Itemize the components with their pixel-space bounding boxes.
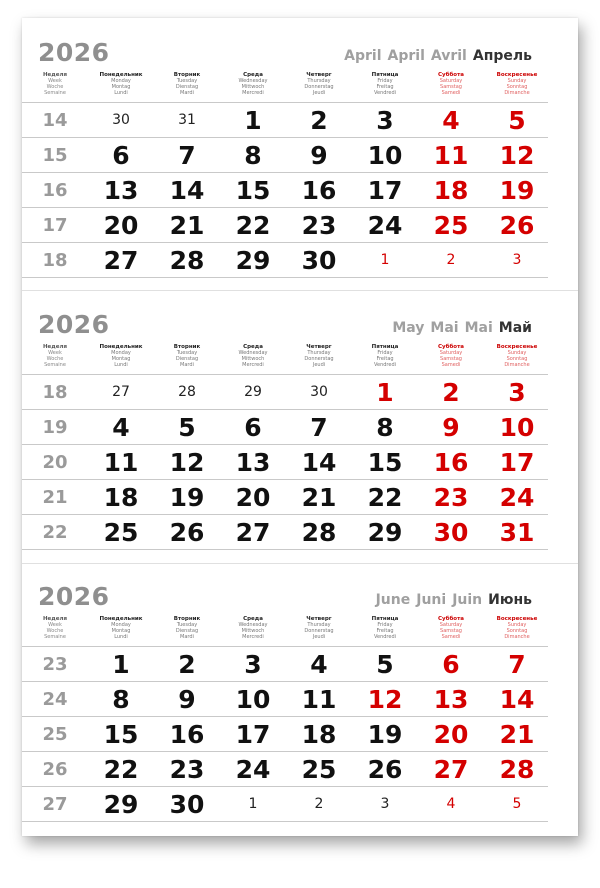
- week-number: 16: [42, 180, 68, 201]
- weekday-header-cell: [286, 344, 352, 368]
- weekday-label: Вторник: [173, 72, 201, 78]
- day-cell: 8: [376, 413, 394, 442]
- day-cell: 30: [433, 518, 469, 547]
- row-divider: [22, 821, 548, 822]
- weekday-label: Semaine: [44, 362, 66, 368]
- day-cell: 6: [442, 650, 460, 679]
- weekday-label: Saturday: [439, 350, 463, 356]
- day-cell: 2: [442, 378, 460, 407]
- weekday-header-cell: [352, 344, 418, 368]
- week-number: 17: [42, 215, 68, 236]
- day-cell: 3: [512, 252, 522, 268]
- weekday-label: Semaine: [44, 634, 66, 640]
- weekday-label: Mercredi: [242, 634, 264, 640]
- day-cell: 9: [442, 413, 460, 442]
- weekday-label: Dienstag: [175, 84, 199, 90]
- day-cell: 13: [433, 685, 469, 714]
- day-cell: 28: [178, 384, 196, 400]
- weekday-header: [22, 616, 548, 646]
- weekday-header-cell: [88, 616, 154, 640]
- weekday-label: Пятница: [371, 616, 399, 622]
- weekday-header-cell: [154, 616, 220, 640]
- month-divider: [22, 563, 578, 564]
- weekday-label: Woche: [46, 628, 64, 634]
- day-cell: 15: [235, 176, 271, 205]
- weekday-header-cell: [220, 72, 286, 96]
- weekday-label: Montag: [111, 356, 131, 362]
- day-cell: 13: [103, 176, 139, 205]
- day-cell: 21: [169, 211, 205, 240]
- day-cell: 9: [310, 141, 328, 170]
- weekday-label: Sonntag: [506, 356, 528, 362]
- weekday-label: Samstag: [440, 84, 462, 90]
- month-name: April: [387, 48, 425, 64]
- week-number: 27: [42, 794, 68, 815]
- day-cell: 16: [169, 720, 205, 749]
- weekday-header-cell: [418, 72, 484, 96]
- weekday-label: Freitag: [376, 628, 394, 634]
- weekday-header-cell: [484, 72, 550, 96]
- day-cell: 1: [112, 650, 130, 679]
- weekday-label: Sunday: [507, 78, 527, 84]
- weekday-header-cell: [352, 616, 418, 640]
- week-row: [22, 242, 548, 278]
- day-cell: 4: [446, 796, 456, 812]
- week-row: [22, 102, 548, 138]
- weekday-label: Thursday: [307, 78, 331, 84]
- day-cell: 31: [499, 518, 535, 547]
- weekday-label: Vendredi: [373, 90, 397, 96]
- day-cell: 18: [103, 483, 139, 512]
- day-cell: 25: [433, 211, 469, 240]
- week-row: [22, 444, 548, 480]
- month-name: Апрель: [472, 48, 532, 64]
- day-cell: 17: [235, 720, 271, 749]
- weekday-label: Lundi: [114, 634, 128, 640]
- weekday-label: Week: [48, 622, 62, 628]
- weekday-label: Вторник: [173, 344, 201, 350]
- day-cell: 14: [301, 448, 337, 477]
- weekday-label: Sonntag: [506, 628, 528, 634]
- day-cell: 16: [301, 176, 337, 205]
- day-cell: 28: [301, 518, 337, 547]
- weekday-label: Montag: [111, 628, 131, 634]
- weekday-label: Wednesday: [238, 78, 268, 84]
- weekday-label: Mercredi: [242, 362, 264, 368]
- day-cell: 2: [446, 252, 456, 268]
- day-cell: 4: [310, 650, 328, 679]
- weekday-label: Пятница: [371, 344, 399, 350]
- weekday-label: Woche: [46, 84, 64, 90]
- weekday-label: Суббота: [438, 616, 464, 622]
- year-label: 2026: [38, 310, 110, 339]
- week-number: 18: [42, 382, 68, 403]
- week-row: [22, 479, 548, 515]
- weekday-label: Mercredi: [242, 90, 264, 96]
- weekday-label: Понедельник: [99, 616, 143, 622]
- weekday-label: Freitag: [376, 356, 394, 362]
- day-cell: 5: [178, 413, 196, 442]
- weekday-header-cell: [286, 72, 352, 96]
- weekday-header-cell: [484, 616, 550, 640]
- weekday-label: Четверг: [306, 616, 332, 622]
- day-cell: 29: [235, 246, 271, 275]
- day-cell: 15: [103, 720, 139, 749]
- month-names: [370, 592, 532, 608]
- day-cell: 1: [380, 252, 390, 268]
- weekday-label: Donnerstag: [304, 628, 334, 634]
- day-cell: 19: [499, 176, 535, 205]
- row-divider: [22, 549, 548, 550]
- day-cell: 24: [367, 211, 403, 240]
- day-cell: 22: [367, 483, 403, 512]
- month-name: Avril: [430, 48, 467, 64]
- month-names: [338, 48, 532, 64]
- weekday-label: Samstag: [440, 628, 462, 634]
- weekday-label: Воскресенье: [496, 616, 538, 622]
- weekday-label: Dimanche: [504, 90, 530, 96]
- weekday-label: Среда: [243, 72, 263, 78]
- day-cell: 3: [380, 796, 390, 812]
- day-cell: 8: [244, 141, 262, 170]
- week-number: 22: [42, 522, 68, 543]
- day-cell: 5: [508, 106, 526, 135]
- week-row: [22, 172, 548, 208]
- day-cell: 3: [508, 378, 526, 407]
- month-block: [22, 310, 548, 550]
- weekday-label: Freitag: [376, 84, 394, 90]
- week-number: 15: [42, 145, 68, 166]
- weekday-label: Week: [48, 78, 62, 84]
- weekday-label: Dienstag: [175, 628, 199, 634]
- day-cell: 5: [376, 650, 394, 679]
- weekday-label: Среда: [243, 616, 263, 622]
- day-cell: 30: [310, 384, 328, 400]
- day-cell: 23: [433, 483, 469, 512]
- week-number: 21: [42, 487, 68, 508]
- month-block: [22, 38, 548, 278]
- weekday-label: Tuesday: [176, 350, 198, 356]
- day-cell: 26: [367, 755, 403, 784]
- weekday-label: Week: [48, 350, 62, 356]
- day-cell: 10: [235, 685, 271, 714]
- weekday-label: Donnerstag: [304, 84, 334, 90]
- day-cell: 2: [314, 796, 324, 812]
- day-cell: 25: [103, 518, 139, 547]
- week-number: 19: [42, 417, 68, 438]
- day-cell: 26: [499, 211, 535, 240]
- weekday-header-cell: [484, 344, 550, 368]
- day-cell: 11: [103, 448, 139, 477]
- day-cell: 12: [499, 141, 535, 170]
- month-names: [386, 320, 532, 336]
- month-name: Mai: [464, 320, 493, 336]
- weekday-label: Friday: [377, 622, 393, 628]
- day-cell: 22: [103, 755, 139, 784]
- day-cell: 21: [301, 483, 337, 512]
- day-cell: 27: [103, 246, 139, 275]
- weekday-label: Monday: [111, 78, 131, 84]
- weekday-label: Monday: [111, 622, 131, 628]
- week-row: [22, 716, 548, 752]
- week-row: [22, 137, 548, 173]
- day-cell: 6: [112, 141, 130, 170]
- month-name: May: [392, 320, 425, 336]
- weekday-label: Воскресенье: [496, 72, 538, 78]
- weekday-label: Donnerstag: [304, 356, 334, 362]
- weekday-label: Mardi: [180, 362, 194, 368]
- weekday-label: Пятница: [371, 72, 399, 78]
- day-cell: 23: [169, 755, 205, 784]
- weekday-label: Mardi: [180, 634, 194, 640]
- month-block: [22, 582, 548, 822]
- day-cell: 14: [169, 176, 205, 205]
- day-cell: 19: [169, 483, 205, 512]
- month-name: Juni: [416, 592, 447, 608]
- weekday-label: Wednesday: [238, 622, 268, 628]
- day-cell: 20: [103, 211, 139, 240]
- weekday-label: Vendredi: [373, 634, 397, 640]
- weekday-label: Dienstag: [175, 356, 199, 362]
- month-name: Juin: [452, 592, 483, 608]
- weekday-label: Неделя: [42, 616, 68, 622]
- day-cell: 13: [235, 448, 271, 477]
- day-cell: 19: [367, 720, 403, 749]
- weekday-label: Saturday: [439, 622, 463, 628]
- weekday-label: Dimanche: [504, 362, 530, 368]
- day-cell: 4: [442, 106, 460, 135]
- weekday-label: Tuesday: [176, 78, 198, 84]
- day-cell: 4: [112, 413, 130, 442]
- weekday-header-cell: [22, 616, 88, 640]
- weekday-label: Понедельник: [99, 344, 143, 350]
- weekday-header-cell: [154, 344, 220, 368]
- day-cell: 26: [169, 518, 205, 547]
- weekday-label: Jeudi: [312, 362, 326, 368]
- weekday-label: Semaine: [44, 90, 66, 96]
- day-cell: 27: [235, 518, 271, 547]
- day-cell: 30: [112, 112, 130, 128]
- month-divider: [22, 290, 578, 291]
- week-row: [22, 374, 548, 410]
- day-cell: 30: [169, 790, 205, 819]
- month-name: Июнь: [488, 592, 532, 608]
- weekday-label: Lundi: [114, 90, 128, 96]
- weekday-label: Friday: [377, 78, 393, 84]
- day-cell: 1: [244, 106, 262, 135]
- day-cell: 2: [178, 650, 196, 679]
- day-cell: 10: [499, 413, 535, 442]
- day-cell: 21: [499, 720, 535, 749]
- weekday-label: Четверг: [306, 72, 332, 78]
- week-number: 23: [42, 654, 68, 675]
- day-cell: 3: [376, 106, 394, 135]
- day-cell: 28: [499, 755, 535, 784]
- weekday-label: Среда: [243, 344, 263, 350]
- weekday-label: Montag: [111, 84, 131, 90]
- day-cell: 3: [244, 650, 262, 679]
- year-label: 2026: [38, 38, 110, 67]
- week-number: 20: [42, 452, 68, 473]
- week-row: [22, 409, 548, 445]
- weekday-label: Mittwoch: [241, 628, 265, 634]
- week-row: [22, 751, 548, 787]
- month-name: Mai: [430, 320, 459, 336]
- weekday-label: Вторник: [173, 616, 201, 622]
- weekday-label: Thursday: [307, 350, 331, 356]
- day-cell: 20: [433, 720, 469, 749]
- weekday-label: Lundi: [114, 362, 128, 368]
- weekday-label: Суббота: [438, 344, 464, 350]
- day-cell: 12: [367, 685, 403, 714]
- weekday-label: Четверг: [306, 344, 332, 350]
- weekday-label: Thursday: [307, 622, 331, 628]
- day-cell: 1: [376, 378, 394, 407]
- day-cell: 22: [235, 211, 271, 240]
- day-cell: 10: [367, 141, 403, 170]
- weekday-label: Неделя: [42, 344, 68, 350]
- weekday-header-cell: [154, 72, 220, 96]
- day-cell: 7: [178, 141, 196, 170]
- week-row: [22, 514, 548, 550]
- month-name: April: [344, 48, 382, 64]
- weekday-header-cell: [22, 344, 88, 368]
- day-cell: 27: [112, 384, 130, 400]
- weekday-label: Sunday: [507, 622, 527, 628]
- day-cell: 29: [103, 790, 139, 819]
- weekday-header-cell: [22, 72, 88, 96]
- weekday-header-cell: [88, 344, 154, 368]
- weekday-header: [22, 344, 548, 374]
- weekday-header-cell: [286, 616, 352, 640]
- weekday-label: Mittwoch: [241, 356, 265, 362]
- weekday-label: Jeudi: [312, 634, 326, 640]
- day-cell: 5: [512, 796, 522, 812]
- weekday-label: Samedi: [441, 634, 461, 640]
- weekday-label: Sonntag: [506, 84, 528, 90]
- day-cell: 29: [244, 384, 262, 400]
- day-cell: 24: [235, 755, 271, 784]
- weekday-label: Неделя: [42, 72, 68, 78]
- day-cell: 30: [301, 246, 337, 275]
- weekday-header-cell: [220, 616, 286, 640]
- weekday-label: Saturday: [439, 78, 463, 84]
- weekday-label: Samstag: [440, 356, 462, 362]
- day-cell: 16: [433, 448, 469, 477]
- day-cell: 12: [169, 448, 205, 477]
- day-cell: 20: [235, 483, 271, 512]
- weekday-label: Vendredi: [373, 362, 397, 368]
- weekday-label: Понедельник: [99, 72, 143, 78]
- weekday-label: Mardi: [180, 90, 194, 96]
- weekday-label: Monday: [111, 350, 131, 356]
- day-cell: 7: [508, 650, 526, 679]
- weekday-header-cell: [88, 72, 154, 96]
- day-cell: 24: [499, 483, 535, 512]
- day-cell: 17: [367, 176, 403, 205]
- day-cell: 17: [499, 448, 535, 477]
- day-cell: 14: [499, 685, 535, 714]
- weekday-header: [22, 72, 548, 102]
- day-cell: 11: [433, 141, 469, 170]
- week-number: 18: [42, 250, 68, 271]
- day-cell: 7: [310, 413, 328, 442]
- weekday-header-cell: [418, 616, 484, 640]
- weekday-label: Friday: [377, 350, 393, 356]
- day-cell: 2: [310, 106, 328, 135]
- day-cell: 23: [301, 211, 337, 240]
- weekday-label: Воскресенье: [496, 344, 538, 350]
- week-row: [22, 207, 548, 243]
- week-row: [22, 681, 548, 717]
- weekday-label: Tuesday: [176, 622, 198, 628]
- weekday-label: Woche: [46, 356, 64, 362]
- day-cell: 6: [244, 413, 262, 442]
- weekday-label: Wednesday: [238, 350, 268, 356]
- day-cell: 25: [301, 755, 337, 784]
- day-cell: 9: [178, 685, 196, 714]
- day-cell: 15: [367, 448, 403, 477]
- weekday-label: Dimanche: [504, 634, 530, 640]
- year-label: 2026: [38, 582, 110, 611]
- weekday-label: Суббота: [438, 72, 464, 78]
- week-number: 25: [42, 724, 68, 745]
- day-cell: 27: [433, 755, 469, 784]
- weekday-label: Samedi: [441, 90, 461, 96]
- week-row: [22, 786, 548, 822]
- month-name: Май: [498, 320, 532, 336]
- day-cell: 29: [367, 518, 403, 547]
- weekday-label: Jeudi: [312, 90, 326, 96]
- month-name: June: [375, 592, 411, 608]
- row-divider: [22, 277, 548, 278]
- day-cell: 31: [178, 112, 196, 128]
- week-number: 26: [42, 759, 68, 780]
- weekday-header-cell: [220, 344, 286, 368]
- week-number: 24: [42, 689, 68, 710]
- week-number: 14: [42, 110, 68, 131]
- day-cell: 11: [301, 685, 337, 714]
- weekday-header-cell: [352, 72, 418, 96]
- weekday-label: Mittwoch: [241, 84, 265, 90]
- weekday-label: Samedi: [441, 362, 461, 368]
- day-cell: 8: [112, 685, 130, 714]
- weekday-label: Sunday: [507, 350, 527, 356]
- day-cell: 18: [301, 720, 337, 749]
- day-cell: 1: [248, 796, 258, 812]
- weekday-header-cell: [418, 344, 484, 368]
- day-cell: 28: [169, 246, 205, 275]
- day-cell: 18: [433, 176, 469, 205]
- week-row: [22, 646, 548, 682]
